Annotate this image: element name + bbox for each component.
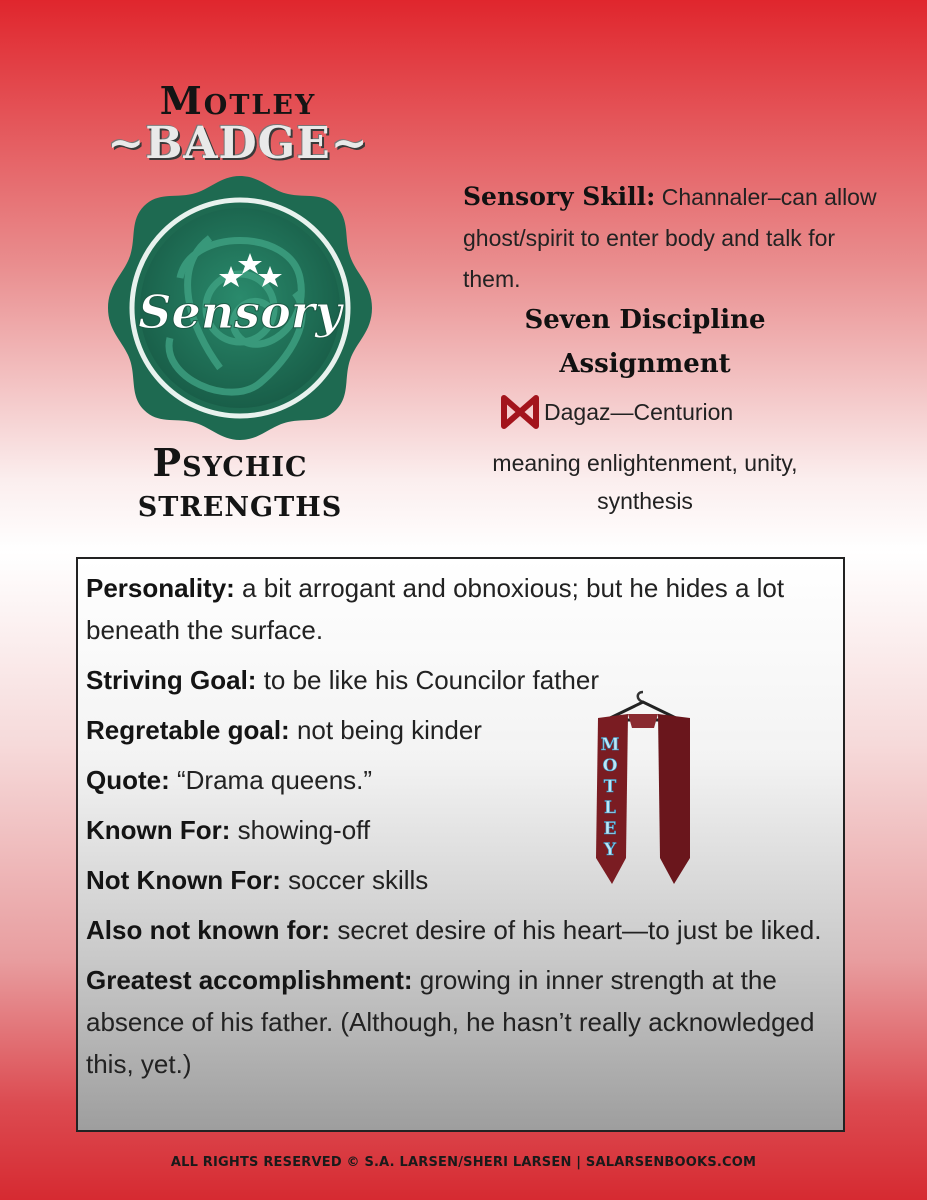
stole-letter: L [604, 798, 616, 818]
rune-row [500, 394, 733, 430]
sensory-skill-text: Channaler–can allow ghost/spirit to enter body and talk for them. [463, 184, 877, 292]
trait-label: Striving Goal: [86, 665, 257, 695]
strengths-heading: strengths [137, 480, 343, 525]
stole-letter: M [600, 735, 620, 755]
dagaz-rune-icon [500, 395, 540, 429]
trait-regretable-goal [86, 709, 835, 751]
trait-label: Quote: [86, 765, 170, 795]
psychic-heading: Psychic [152, 440, 308, 485]
trait-value: soccer skills [280, 865, 429, 895]
stole-letter: O [602, 756, 618, 776]
trait-label: Not Known For: [86, 865, 281, 895]
discipline-heading-line1: Seven Discipline [524, 305, 766, 335]
rune-name: Dagaz—Centurion [544, 398, 734, 425]
trait-value: “Drama queens.” [169, 765, 373, 795]
sensory-skill-label: Sensory Skill: [463, 182, 656, 211]
graduation-stole [578, 688, 708, 888]
character-name: Motley [159, 78, 317, 123]
trait-value: secret desire of his heart—to just be liked. [330, 915, 822, 945]
discipline-heading [470, 298, 820, 386]
seal-text: Sensory [138, 285, 342, 339]
trait-value: showing-off [230, 815, 371, 845]
copyright-footer: ALL RIGHTS RESERVED © S.A. LARSEN/SHERI LARSEN | SALARSENBOOKS.COM [170, 1155, 757, 1170]
discipline-heading-line2: Assignment [559, 349, 731, 379]
trait-also-not-known-for [86, 909, 835, 951]
trait-value: to be like his Councilor father [256, 665, 599, 695]
trait-known-for [86, 809, 835, 851]
trait-label: Also not known for: [86, 915, 331, 945]
character-traits-box [76, 557, 845, 1132]
trait-personality [86, 567, 835, 651]
trait-quote [86, 759, 835, 801]
trait-value: not being kinder [289, 715, 482, 745]
trait-label: Personality: [86, 573, 235, 603]
trait-label: Known For: [86, 815, 231, 845]
sensory-seal-badge [100, 168, 380, 448]
stole-letter: Y [603, 840, 617, 860]
trait-label: Greatest accomplishment: [86, 965, 413, 995]
trait-value: growing in inner strength at the absence of his father. (Although, he hasn’t really acknowledged this, yet.) [86, 965, 815, 1079]
stole-letter: E [603, 819, 617, 839]
sensory-skill [463, 176, 883, 300]
badge-title: ~BADGE~ [107, 118, 369, 169]
trait-striving-goal [86, 659, 835, 701]
trait-greatest-accomplishment [86, 959, 835, 1085]
trait-not-known-for [86, 859, 835, 901]
rune-meaning: meaning enlightenment, unity, synthesis [492, 450, 798, 514]
trait-value: a bit arrogant and obnoxious; but he hides a lot beneath the surface. [86, 573, 785, 645]
stole-letter: T [603, 777, 617, 797]
trait-label: Regretable goal: [86, 715, 290, 745]
